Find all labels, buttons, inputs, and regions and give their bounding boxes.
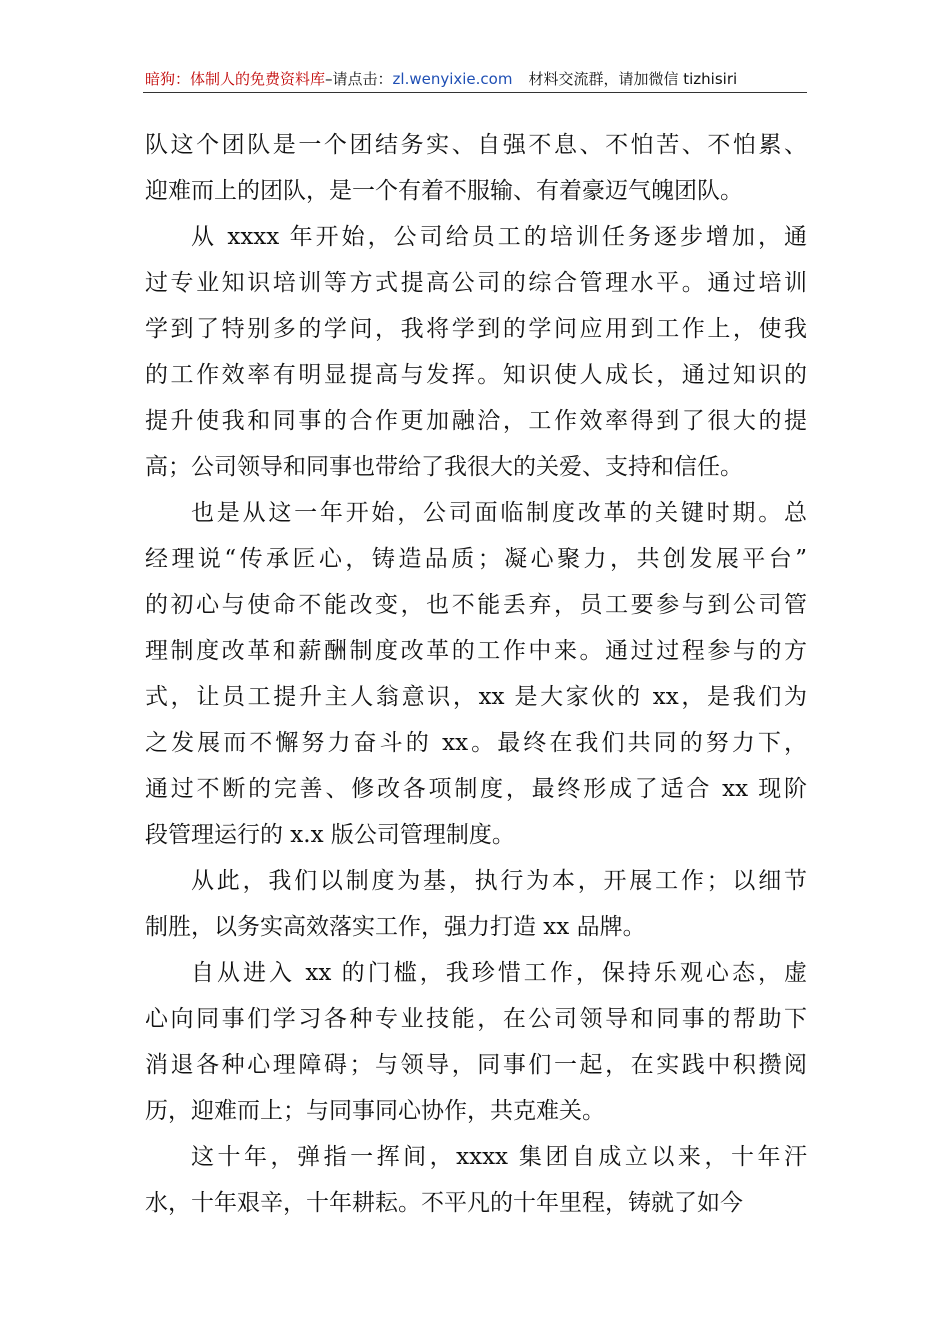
paragraph-line: 段管理运行的 x.x 版公司管理制度。 bbox=[145, 822, 515, 848]
paragraph-line: 的工作效率有明显提高与发挥。知识使人成长，通过知识的 bbox=[145, 362, 807, 388]
paragraph bbox=[145, 214, 807, 490]
header-source-label: 暗狗：体制人的免费资料库 bbox=[145, 70, 326, 88]
paragraph-line: 心向同事们学习各种专业技能，在公司领导和同事的帮助下 bbox=[145, 1006, 807, 1032]
page-header bbox=[145, 68, 807, 90]
paragraph-line: 学到了特别多的学问，我将学到的学问应用到工作上，使我 bbox=[145, 316, 807, 342]
paragraph-line: 提升使我和同事的合作更加融洽，工作效率得到了很大的提 bbox=[145, 408, 807, 434]
paragraph-line: 式，让员工提升主人翁意识，xx 是大家伙的 xx，是我们为 bbox=[145, 684, 807, 710]
paragraph-line: 自从进入 xx 的门槛，我珍惜工作，保持乐观心态，虚 bbox=[191, 960, 807, 986]
paragraph-line: 也是从这一年开始，公司面临制度改革的关键时期。总 bbox=[191, 500, 807, 526]
paragraph-line: 这十年，弹指一挥间，xxxx 集团自成立以来，十年汗 bbox=[191, 1144, 807, 1170]
paragraph-line: 消退各种心理障碍；与领导，同事们一起，在实践中积攒阅 bbox=[145, 1052, 807, 1078]
header-link[interactable]: zl.wenyixie.com bbox=[392, 70, 513, 88]
paragraph bbox=[145, 490, 807, 858]
paragraph-line: 队这个团队是一个团结务实、自强不息、不怕苦、不怕累、 bbox=[145, 132, 807, 158]
document-body bbox=[145, 122, 807, 1226]
paragraph bbox=[145, 858, 807, 950]
paragraph-line: 从 xxxx 年开始，公司给员工的培训任务逐步增加，通 bbox=[191, 224, 807, 250]
paragraph-line: 从此，我们以制度为基，执行为本，开展工作；以细节 bbox=[191, 868, 807, 894]
paragraph-line: 水，十年艰辛，十年耕耘。不平凡的十年里程，铸就了如今 bbox=[145, 1190, 743, 1216]
header-divider bbox=[143, 92, 807, 93]
paragraph-line: 的初心与使命不能改变，也不能丢弃，员工要参与到公司管 bbox=[145, 592, 807, 618]
paragraph-line: 制胜，以务实高效落实工作，强力打造 xx 品牌。 bbox=[145, 914, 646, 940]
header-link-prefix: –请点击： bbox=[325, 70, 393, 88]
paragraph-line: 之发展而不懈努力奋斗的 xx。最终在我们共同的努力下， bbox=[145, 730, 807, 756]
paragraph-line: 高；公司领导和同事也带给了我很大的关爱、支持和信任。 bbox=[145, 454, 743, 480]
paragraph-line: 历，迎难而上；与同事同心协作，共克难关。 bbox=[145, 1098, 605, 1124]
paragraph bbox=[145, 122, 807, 214]
paragraph-line: 理制度改革和薪酬制度改革的工作中来。通过过程参与的方 bbox=[145, 638, 807, 664]
paragraph-line: 通过不断的完善、修改各项制度，最终形成了适合 xx 现阶 bbox=[145, 776, 807, 802]
paragraph bbox=[145, 950, 807, 1134]
paragraph bbox=[145, 1134, 807, 1226]
header-contact: 材料交流群，请加微信 tizhisiri bbox=[528, 70, 738, 88]
paragraph-line: 经理说“传承匠心，铸造品质；凝心聚力，共创发展平台” bbox=[145, 546, 807, 572]
paragraph-line: 过专业知识培训等方式提高公司的综合管理水平。通过培训 bbox=[145, 270, 807, 296]
paragraph-line: 迎难而上的团队，是一个有着不服输、有着豪迈气魄团队。 bbox=[145, 178, 743, 204]
